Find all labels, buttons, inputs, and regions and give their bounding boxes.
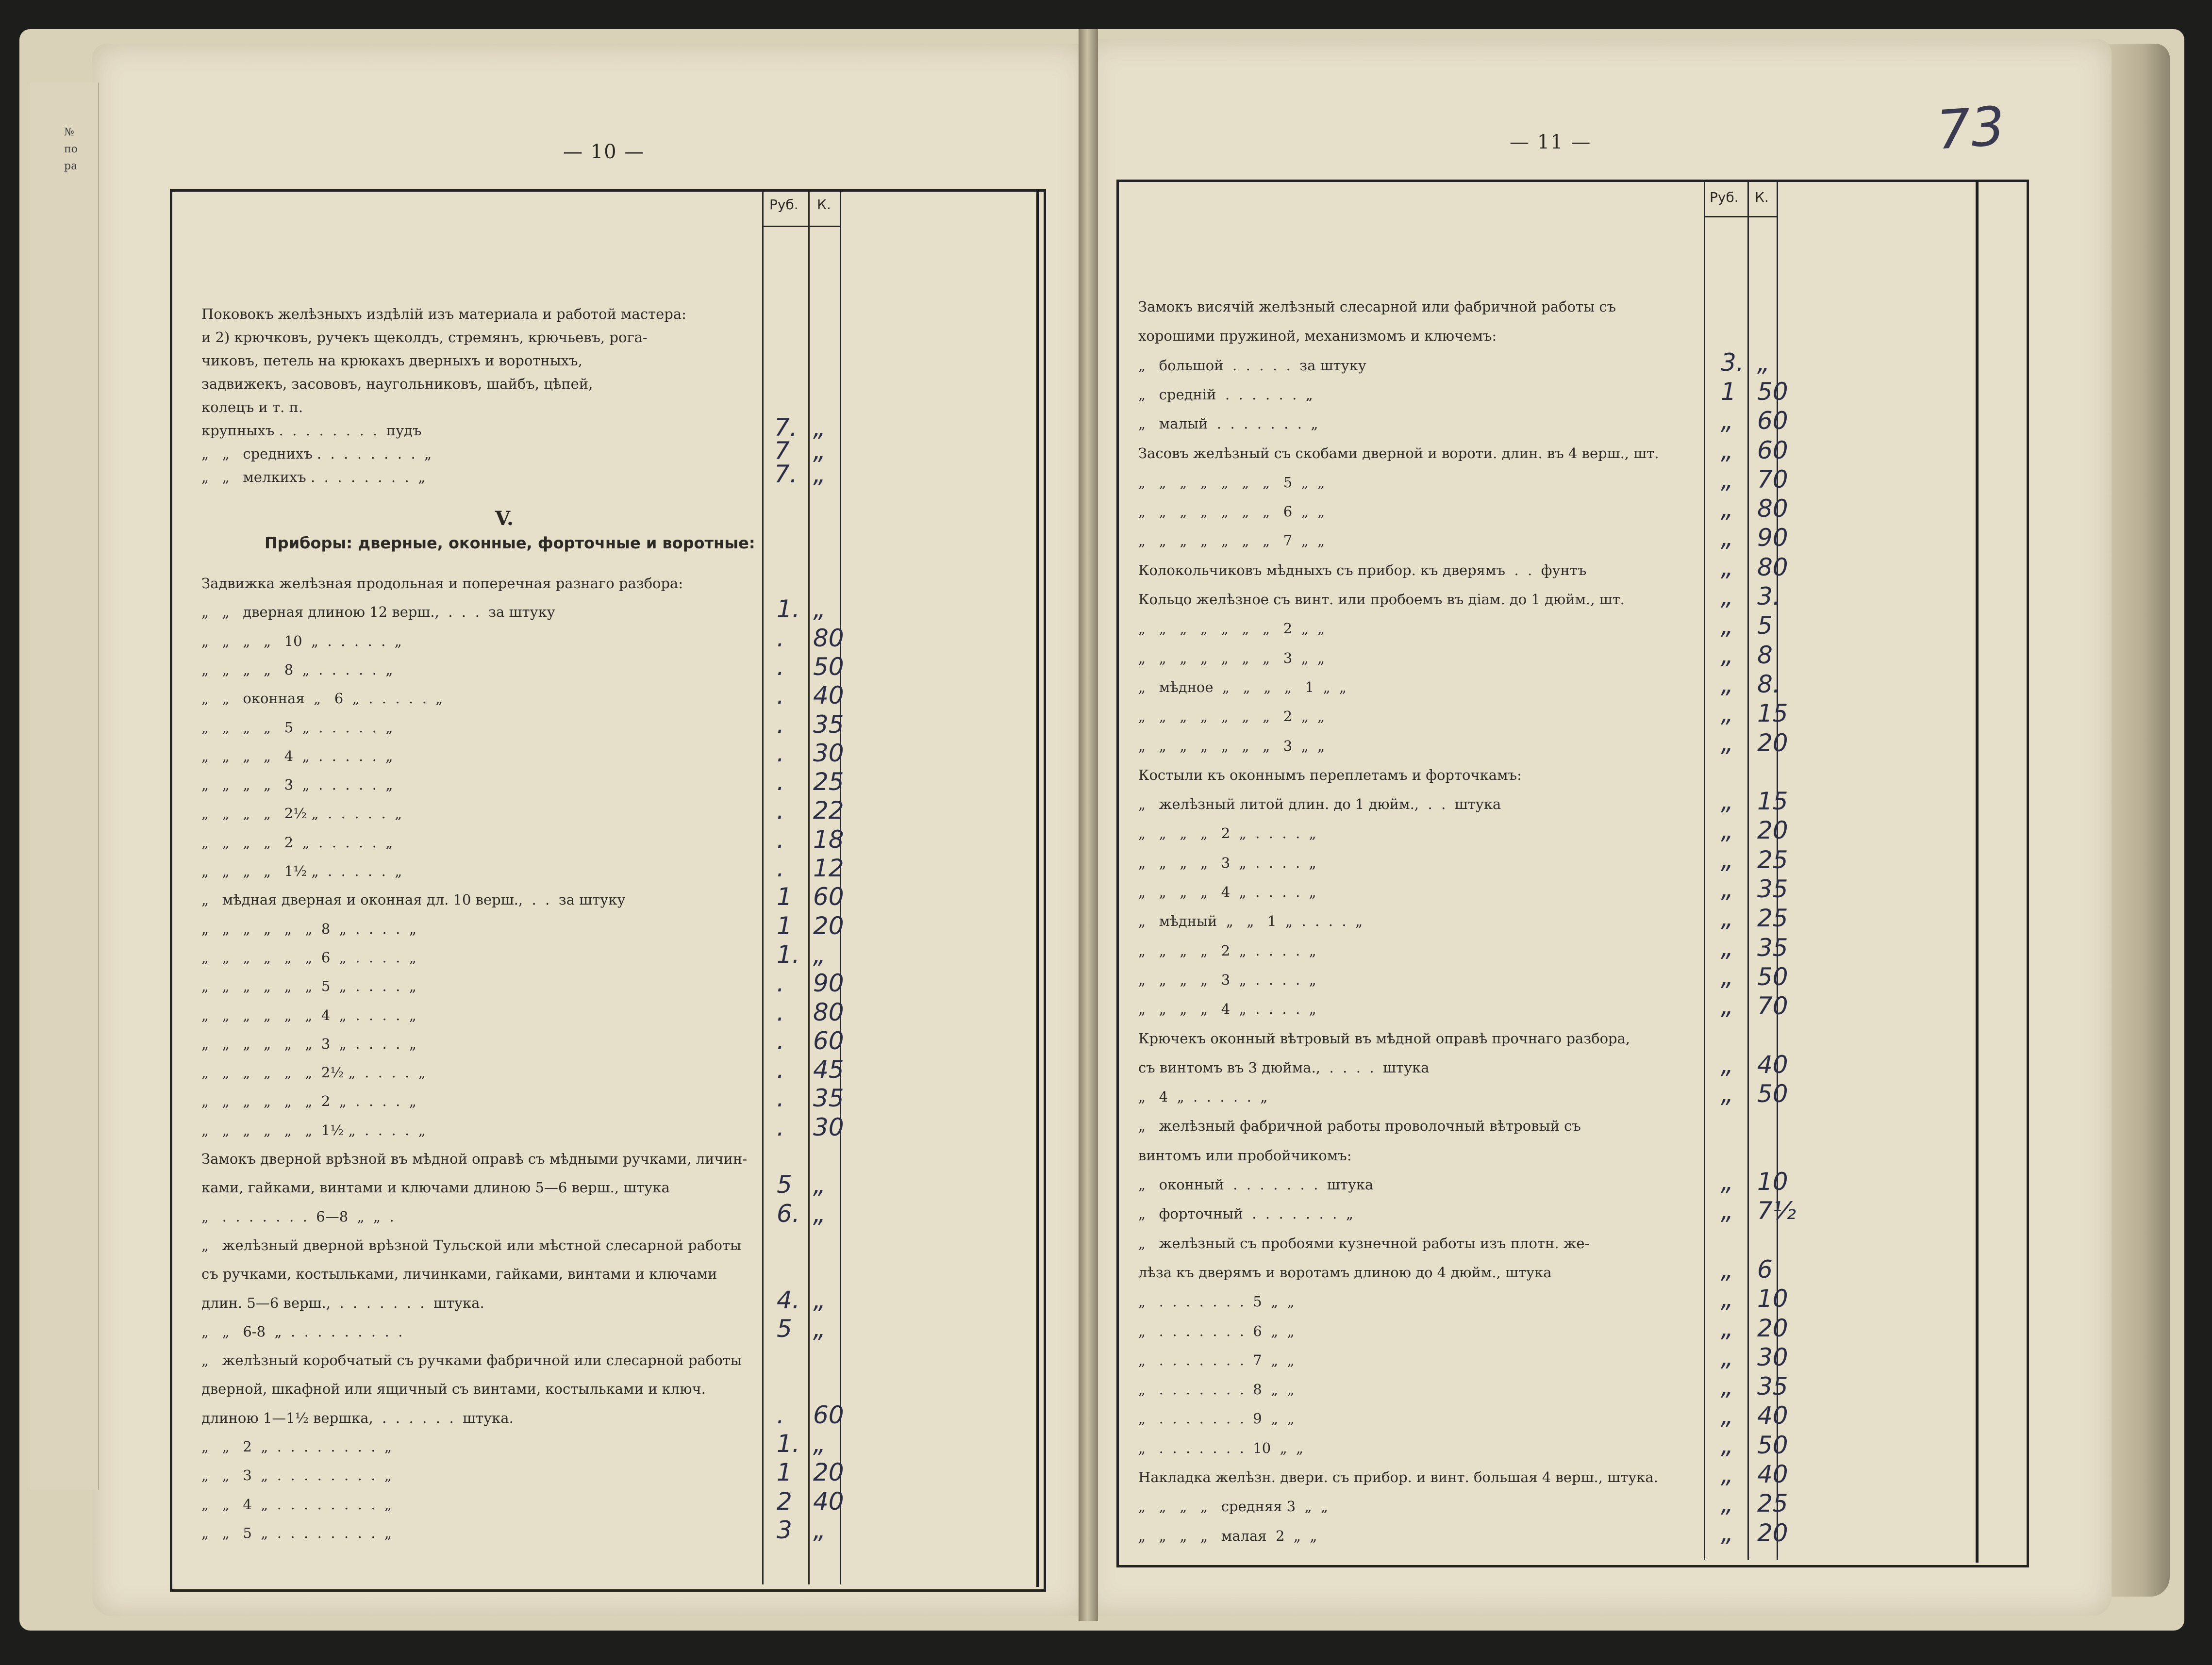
row-text: „ „ 6-8 „ . . . . . . . . . [201,1323,403,1340]
right-col-divider [1747,182,1749,1560]
kopecks-value: 20 [1757,1314,1788,1342]
rubles-value: „ [1721,1255,1733,1284]
rubles-value: 1. [777,940,800,969]
row-text: „ „ дверная длиною 12 верш., . . . за штуку [201,604,555,621]
row-text: „ желѣзный съ пробоями кузнечной работы изъ плотн. же- [1138,1235,1590,1252]
rubles-value: . [777,710,784,739]
row-text: „ „ „ „ „ „ „ 5 „ „ [1138,474,1325,491]
kopecks-value: 40 [1757,1460,1788,1488]
row-text: Накладка желѣзн. двери. съ прибор. и винт. большая 4 верш., штука. [1138,1469,1658,1485]
kopecks-value: 25 [1757,904,1788,933]
kopecks-value: 35 [1757,1372,1788,1401]
kopecks-value: 15 [1757,699,1788,728]
kopecks-value: 60 [813,1401,844,1429]
rubles-value: „ [1721,641,1733,669]
row-text: Засовъ желѣзный съ скобами дверной и вороти. длин. въ 4 верш., шт. [1138,445,1659,462]
kopecks-value: 25 [1757,1489,1788,1518]
row-text: лѣза къ дверямъ и воротамъ длиною до 4 дюйм., штука [1138,1264,1552,1281]
kopecks-value: „ [813,1170,826,1199]
rubles-value: „ [1721,1372,1733,1401]
row-text: „ „ „ „ „ „ 4 „ . . . . „ [201,1006,416,1023]
row-text: съ ручками, костыльками, личинками, гайками, винтами и ключами [201,1266,717,1283]
rubles-value: 7. [774,413,798,442]
row-text: задвижекъ, засововъ, наугольниковъ, шайбъ, цѣпей, [201,376,593,392]
rubles-value: „ [1721,1080,1733,1108]
kopecks-value: 20 [813,1458,844,1487]
section-title: Приборы: дверные, оконные, форточные и воротные: [265,534,755,552]
rubles-value: 1 [777,911,792,940]
kopecks-value: „ [813,595,826,624]
kopecks-value: 30 [813,739,844,767]
rubles-value: „ [1721,728,1733,757]
kopecks-value: „ [813,437,826,465]
kopecks-value: 45 [813,1055,844,1084]
kopecks-value: 60 [1757,436,1788,464]
row-text: „ „ „ „ „ „ 1½ „ . . . . „ [201,1121,426,1138]
row-text: „ „ „ „ „ „ 6 „ . . . . „ [201,949,416,966]
row-text: „ „ „ „ 4 „ . . . . „ [1138,884,1316,900]
row-text: „ „ „ „ 2 „ . . . . „ [1138,825,1316,842]
underlying-page-edge [30,82,99,1490]
rubles-value: „ [1721,787,1733,816]
row-text: „ средній . . . . . . „ [1138,386,1313,403]
section-roman-numeral: V. [495,507,514,530]
row-text: винтомъ или пробойчикомъ: [1138,1147,1352,1164]
margin-fragment: по [64,143,78,155]
row-text: „ „ „ „ малая 2 „ „ [1138,1527,1317,1544]
row-text: „ „ 2 „ . . . . . . . . „ [201,1438,392,1455]
left-header-rule [762,226,841,227]
row-text: „ „ „ „ 2 „ . . . . „ [1138,942,1316,959]
left-col-divider [762,192,764,1584]
row-text: „ „ „ „ „ „ 5 „ . . . . „ [201,978,416,995]
margin-fragment: ра [64,160,78,172]
kopecks-value: 30 [1757,1343,1788,1371]
right-kop-header: К. [1755,189,1769,205]
kopecks-value: 20 [1757,728,1788,757]
kopecks-value: 40 [1757,1050,1788,1079]
rubles-value: . [777,825,784,854]
row-text: „ . . . . . . . 8 „ „ [1138,1381,1295,1398]
rubles-value: „ [1721,436,1733,464]
rubles-value: 1 [777,883,792,911]
rubles-value: 3 [777,1516,792,1544]
row-text: „ „ „ „ „ „ „ 2 „ „ [1138,708,1325,725]
rubles-value: . [777,969,784,998]
row-text: „ „ „ „ „ „ „ 6 „ „ [1138,503,1325,520]
kopecks-value: 3. [1757,582,1780,610]
row-text: Кольцо желѣзное съ винт. или пробоемъ въ діам. до 1 дюйм., шт. [1138,591,1625,608]
rubles-value: . [777,1113,784,1141]
left-inner-border [1036,189,1039,1587]
kopecks-value: „ [813,413,826,442]
row-text: „ . . . . . . . 10 „ „ [1138,1439,1304,1456]
row-text: „ „ „ „ „ „ 2½ „ . . . . „ [201,1064,426,1081]
kopecks-value: 40 [813,681,844,710]
rubles-value: „ [1721,1343,1733,1371]
row-text: Замокъ дверной врѣзной въ мѣдной оправѣ съ мѣдными ручками, личин- [201,1151,748,1167]
kopecks-value: 40 [813,1487,844,1516]
kopecks-value: 50 [1757,962,1788,991]
row-text: „ „ среднихъ . . . . . . . . „ [201,445,432,462]
row-text: Задвижка желѣзная продольная и поперечная разнаго разбора: [201,575,683,592]
row-text: „ „ „ „ средняя 3 „ „ [1138,1498,1329,1515]
row-text: „ „ „ „ „ „ 8 „ . . . . „ [201,920,416,937]
row-text: „ „ „ „ 3 „ . . . . . „ [201,776,393,793]
kopecks-value: 10 [1757,1168,1788,1196]
row-text: „ мѣдная дверная и оконная дл. 10 верш., . . за штуку [201,891,626,908]
rubles-value: 1. [777,595,800,624]
rubles-value: „ [1721,1518,1733,1547]
rubles-value: 3. [1721,348,1744,377]
rubles-value: „ [1721,699,1733,728]
row-text: Колокольчиковъ мѣдныхъ съ прибор. къ дверямъ . . фунтъ [1138,561,1587,578]
book-gutter [1079,29,1098,1621]
kopecks-value: 50 [813,652,844,681]
rubles-value: „ [1721,611,1733,640]
row-text: „ „ 5 „ . . . . . . . . „ [201,1524,392,1541]
rubles-value: „ [1721,1431,1733,1459]
row-text: „ „ „ „ „ „ „ 3 „ „ [1138,737,1325,754]
rubles-value: „ [1721,465,1733,494]
row-text: „ „ „ „ 10 „ . . . . . „ [201,632,402,649]
row-text: „ . . . . . . . 7 „ „ [1138,1352,1295,1368]
row-text: Крючекъ оконный вѣтровый въ мѣдной оправѣ прочнаго разбора, [1138,1030,1630,1047]
rubles-value: „ [1721,670,1733,698]
rubles-value: „ [1721,1168,1733,1196]
kopecks-value: „ [813,940,826,969]
rubles-value: „ [1721,962,1733,991]
kopecks-value: 80 [813,624,844,652]
kopecks-value: 20 [813,911,844,940]
kopecks-value: 15 [1757,787,1788,816]
rubles-value: „ [1721,904,1733,933]
kopecks-value: 60 [813,1026,844,1055]
kopecks-value: 80 [1757,495,1788,523]
row-text: „ оконный . . . . . . . штука [1138,1176,1374,1193]
rubles-value: . [777,1084,784,1113]
rubles-value: 2 [777,1487,792,1516]
row-text: „ „ „ „ „ „ 3 „ . . . . „ [201,1035,416,1052]
kopecks-value: 18 [813,825,844,854]
rubles-value: „ [1721,1489,1733,1518]
kopecks-value: „ [813,1286,826,1314]
rubles-value: . [777,768,784,796]
kopecks-value: 80 [813,998,844,1026]
kopecks-value: 90 [1757,524,1788,552]
kopecks-value: „ [813,1314,826,1343]
kopecks-value: 22 [813,796,844,825]
right-inner-border [1976,180,1979,1563]
row-text: „ . . . . . . . 9 „ „ [1138,1410,1295,1427]
rubles-value: „ [1721,1314,1733,1342]
row-text: съ винтомъ въ 3 дюйма., . . . . штука [1138,1059,1430,1076]
rubles-value: 1 [777,1458,792,1487]
row-text: „ „ 4 „ . . . . . . . . „ [201,1496,392,1513]
kopecks-value: 90 [813,969,844,998]
row-text: Поковокъ желѣзныхъ издѣлій изъ материала и работой мастера: [201,306,686,322]
row-text: „ . . . . . . . 6—8 „ „ . [201,1208,394,1225]
row-text: „ . . . . . . . 6 „ „ [1138,1322,1295,1339]
row-text: длин. 5—6 верш., . . . . . . . штука. [201,1294,484,1311]
rubles-value: 5 [777,1170,792,1199]
row-text: Замокъ висячій желѣзный слесарной или фабричной работы съ [1138,298,1616,315]
row-text: „ „ „ „ 4 „ . . . . „ [1138,1001,1316,1018]
kopecks-value: 25 [813,768,844,796]
rubles-value: . [777,796,784,825]
row-text: и 2) крючковъ, ручекъ щеколдъ, стремянъ, крючьевъ, рога- [201,329,648,346]
kopecks-value: „ [813,460,826,488]
page-stack-edge [2102,44,2170,1597]
kopecks-value: 35 [1757,875,1788,903]
row-text: дверной, шкафной или ящичный съ винтами, костыльками и ключ. [201,1381,706,1398]
rubles-value: „ [1721,1050,1733,1079]
kopecks-value: 8. [1757,670,1780,698]
row-text: Костыли къ оконнымъ переплетамъ и форточкамъ: [1138,766,1522,783]
rubles-value: . [777,1401,784,1429]
rubles-value: „ [1721,845,1733,874]
row-text: „ большой . . . . . за штуку [1138,357,1366,374]
kopecks-value: 40 [1757,1401,1788,1430]
kopecks-value: 35 [813,710,844,739]
row-text: „ „ „ „ „ „ „ 3 „ „ [1138,649,1325,666]
row-text: длиною 1—1½ вершка, . . . . . . штука. [201,1409,514,1426]
row-text: „ малый . . . . . . . „ [1138,415,1318,432]
rubles-value: „ [1721,816,1733,845]
rubles-value: „ [1721,582,1733,610]
kopecks-value: 35 [813,1084,844,1113]
kopecks-value: 60 [1757,407,1788,435]
kopecks-value: 20 [1757,1518,1788,1547]
kopecks-value: 6 [1757,1255,1773,1284]
kopecks-value: 30 [813,1113,844,1141]
kopecks-value: 12 [813,854,844,882]
row-text: хорошими пружиной, механизмомъ и ключемъ: [1138,328,1497,345]
row-text: чиковъ, петель на крюкахъ дверныхъ и воротныхъ, [201,352,582,369]
row-text: „ „ оконная „ 6 „ . . . . . „ [201,690,443,707]
row-text: „ мѣдный „ „ 1 „ . . . . „ [1138,913,1363,930]
left-rub-header: Руб. [769,197,798,213]
rubles-value: . [777,1055,784,1084]
kopecks-value: „ [813,1199,826,1228]
rubles-value: . [777,998,784,1026]
row-text: „ „ „ „ „ „ „ 7 „ „ [1138,532,1325,549]
kopecks-value: „ [1757,348,1770,377]
rubles-value: „ [1721,407,1733,435]
row-text: „ „ „ „ 8 „ . . . . . „ [201,661,393,678]
kopecks-value: 10 [1757,1285,1788,1313]
kopecks-value: „ [813,1516,826,1544]
rubles-value: . [777,1026,784,1055]
right-col-divider [1704,182,1705,1560]
right-rub-header: Руб. [1710,189,1739,205]
kopecks-value: 25 [1757,845,1788,874]
kopecks-value: 7½ [1757,1197,1796,1225]
row-text: „ „ „ „ 4 „ . . . . . „ [201,747,393,764]
kopecks-value: 5 [1757,611,1773,640]
rubles-value: . [777,652,784,681]
rubles-value: 7 [774,437,790,465]
archive-page-number: 73 [1934,95,2007,162]
rubles-value: . [777,854,784,882]
row-text: „ „ 3 „ . . . . . . . . „ [201,1467,392,1484]
row-text: „ желѣзный коробчатый съ ручками фабричной или слесарной работы [201,1352,742,1369]
kopecks-value: 70 [1757,465,1788,494]
rubles-value: „ [1721,1285,1733,1313]
rubles-value: . [777,739,784,767]
row-text: „ „ „ „ 1½ „ . . . . . „ [201,863,402,879]
rubles-value: „ [1721,1460,1733,1488]
rubles-value: „ [1721,992,1733,1021]
kopecks-value: 60 [813,883,844,911]
margin-fragment: № [64,126,74,138]
row-text: „ „ „ „ „ „ „ 2 „ „ [1138,620,1325,637]
rubles-value: „ [1721,553,1733,581]
page-number-right: — 11 — [1510,131,1592,153]
row-text: колецъ и т. п. [201,399,303,415]
rubles-value: „ [1721,933,1733,962]
row-text: „ 4 „ . . . . . „ [1138,1088,1268,1105]
page-number-left: — 10 — [563,141,645,163]
kopecks-value: 50 [1757,1431,1788,1459]
row-text: „ „ „ „ 3 „ . . . . „ [1138,854,1316,871]
rubles-value: „ [1721,1197,1733,1225]
kopecks-value: 20 [1757,816,1788,845]
kopecks-value: 50 [1757,1080,1788,1108]
left-col-divider [808,192,810,1584]
rubles-value: 1 [1721,377,1736,406]
kopecks-value: 8 [1757,641,1773,669]
rubles-value: „ [1721,524,1733,552]
rubles-value: 6. [777,1199,800,1228]
row-text: „ „ „ „ 2½ „ . . . . . „ [201,805,402,822]
kopecks-value: 35 [1757,933,1788,962]
row-text: ками, гайками, винтами и ключами длиною 5—6 верш., штука [201,1179,670,1196]
kopecks-value: „ [813,1430,826,1458]
row-text: „ „ „ „ 5 „ . . . . . „ [201,719,393,736]
kopecks-value: 50 [1757,377,1788,406]
rubles-value: „ [1721,495,1733,523]
row-text: „ „ мелкихъ . . . . . . . . „ [201,469,426,485]
row-text: „ „ „ „ 2 „ . . . . . „ [201,834,393,851]
kopecks-value: 70 [1757,992,1788,1021]
row-text: „ „ „ „ 3 „ . . . . „ [1138,971,1316,988]
row-text: „ мѣдное „ „ „ „ 1 „ „ [1138,678,1347,695]
rubles-value: 4. [777,1286,800,1314]
rubles-value: 5 [777,1314,792,1343]
row-text: „ „ „ „ „ „ 2 „ . . . . „ [201,1093,416,1110]
rubles-value: . [777,681,784,710]
row-text: „ форточный . . . . . . . „ [1138,1205,1353,1222]
rubles-value: „ [1721,1401,1733,1430]
left-kop-header: К. [817,197,831,213]
rubles-value: „ [1721,875,1733,903]
kopecks-value: 80 [1757,553,1788,581]
rubles-value: 7. [774,460,798,488]
right-header-rule [1704,216,1778,217]
row-text: крупныхъ . . . . . . . . пудъ [201,422,422,439]
rubles-value: 1. [777,1430,800,1458]
row-text: „ желѣзный дверной врѣзной Тульской или мѣстной слесарной работы [201,1236,742,1253]
row-text: „ желѣзный литой длин. до 1 дюйм., . . штука [1138,796,1501,813]
row-text: „ желѣзный фабричной работы проволочный вѣтровый съ [1138,1118,1581,1135]
rubles-value: . [777,624,784,652]
row-text: „ . . . . . . . 5 „ „ [1138,1293,1295,1310]
